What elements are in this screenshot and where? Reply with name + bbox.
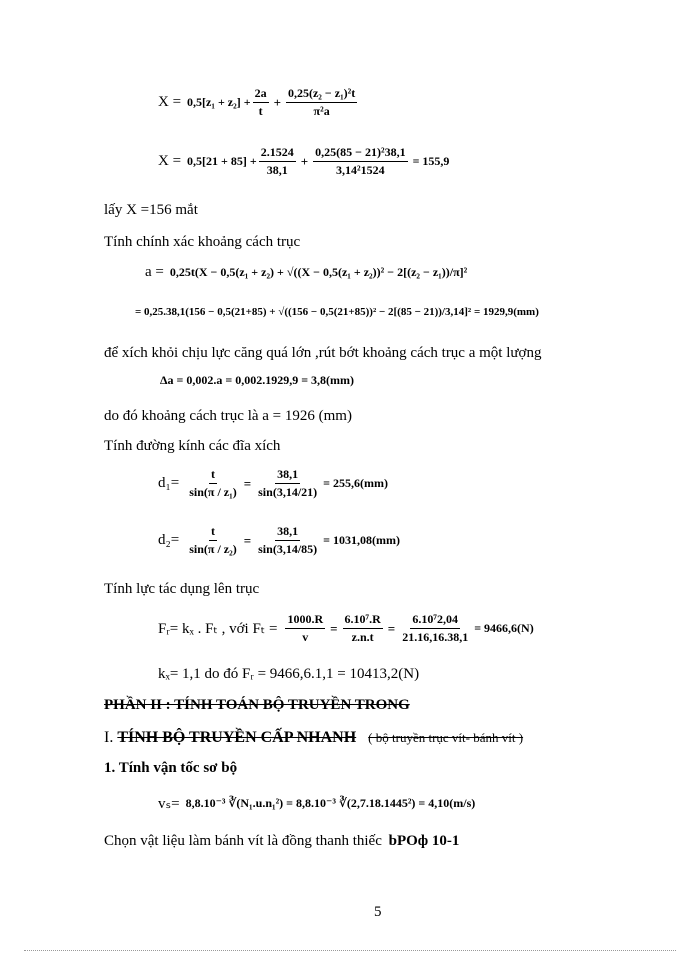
operator: = — [330, 620, 338, 636]
text-line: lấy X =156 mắt — [104, 202, 198, 218]
heading-prefix: I. — [104, 729, 118, 746]
denominator: z.n.t — [351, 630, 374, 644]
formula-lhs: a = — [145, 264, 164, 280]
formula-result: = 9466,6(N) — [474, 621, 534, 635]
formula-lhs: d₁= — [158, 475, 180, 491]
formula-term: 0,5[z₁ + z₂] + — [187, 95, 251, 109]
fraction — [253, 86, 269, 119]
formula-term: 0,25t(X − 0,5(z₁ + z₂) + √((X − 0,5(z₁ + z₂))² − 2[(z₂ − z₁))/π]² — [169, 265, 468, 279]
formula-lhs: Fᵣ= kₓ . Fₜ , với Fₜ = — [158, 621, 278, 637]
text-line: để xích khỏi chịu lực căng quá lớn ,rút bớt khoảng cách trục a một lượng — [104, 345, 542, 361]
formula-result: = 255,6(mm) — [323, 476, 388, 490]
numerator: 38,1 — [275, 467, 300, 484]
section-heading-part2: PHẦN II : TÍNH TOÁN BỘ TRUYỀN TRONG — [104, 697, 410, 713]
text-line-material — [104, 832, 459, 850]
formula-result: = 1031,08(mm) — [323, 533, 400, 547]
fraction — [259, 145, 296, 178]
operator: = — [243, 475, 252, 491]
denominator: π²a — [313, 104, 330, 118]
denominator: t — [258, 104, 263, 118]
heading-subtitle: ( bộ truyền trục vít- bánh vít ) — [368, 730, 524, 745]
text-line: do đó khoảng cách trục là a = 1926 (mm) — [104, 408, 352, 424]
fraction — [187, 467, 239, 500]
formula-a-symbolic — [145, 264, 467, 281]
formula-term: 0,5[21 + 85] + — [187, 154, 257, 168]
numerator: 2.1524 — [259, 145, 296, 162]
subsection-heading: 1. Tính vận tốc sơ bộ — [104, 760, 238, 776]
numerator: 38,1 — [275, 524, 300, 541]
formula-term: Δa = 0,002.a = 0,002.1929,9 = 3,8(mm) — [160, 373, 355, 387]
formula-x-symbolic — [158, 86, 359, 119]
text-line: Tính lực tác dụng lên trục — [104, 581, 260, 597]
formula-lhs: X = — [158, 94, 182, 110]
fraction — [313, 145, 407, 178]
formula-d1 — [158, 467, 388, 500]
numerator: 6.10⁷.R — [343, 612, 383, 629]
formula-result: = 155,9 — [412, 154, 450, 168]
denominator: sin(π / z₂) — [189, 542, 237, 556]
fraction — [343, 612, 383, 645]
numerator: 0,25(z₂ − z₁)²t — [286, 86, 357, 103]
formula-term: 8,8.10⁻³ ∛(N₁.u.n₁²) = 8,8.10⁻³ ∛(2,7.18.1445²) = 4,10(m/s) — [185, 796, 476, 810]
formula-lhs: vₛ= — [158, 796, 180, 812]
fraction — [256, 524, 319, 557]
operator: = — [387, 620, 396, 636]
denominator: 3,14²1524 — [336, 163, 385, 177]
numerator: 2a — [253, 86, 269, 103]
denominator: sin(3,14/21) — [258, 485, 318, 499]
denominator: 38,1 — [266, 163, 288, 177]
section-heading-1 — [104, 728, 523, 747]
operator: + — [300, 153, 309, 169]
material-text: Chọn vật liệu làm bánh vít là đồng thanh thiếc — [104, 833, 382, 849]
formula-term: = 0,25.38,1(156 − 0,5(21+85) + √((156 − 0,5(21+85))² − 2[(85 − 21))/3,14]² = 1929,9(mm) — [135, 306, 539, 318]
formula-lhs: d₂= — [158, 532, 180, 548]
material-code: bPOф 10-1 — [388, 833, 460, 849]
denominator: 21.16,16.38,1 — [402, 630, 469, 644]
formula-fr — [158, 612, 534, 645]
numerator: t — [209, 524, 217, 541]
text-line: Tính chính xác khoảng cách trục — [104, 234, 301, 250]
formula-lhs: X = — [158, 153, 182, 169]
text-line: kₓ= 1,1 do đó Fᵣ = 9466,6.1,1 = 10413,2(N) — [158, 666, 420, 682]
fraction — [400, 612, 470, 645]
page-bottom-border — [24, 950, 676, 951]
fraction — [285, 612, 325, 645]
formula-delta-a — [160, 373, 354, 388]
fraction — [187, 524, 239, 557]
denominator: v — [302, 630, 309, 644]
numerator: 1000.R — [285, 612, 325, 629]
formula-a-numeric — [135, 306, 539, 318]
numerator: t — [209, 467, 217, 484]
heading-title: TÍNH BỘ TRUYỀN CẤP NHANH — [117, 729, 357, 746]
text-line: Tính đường kính các đĩa xích — [104, 438, 281, 454]
numerator: 0,25(85 − 21)²38,1 — [313, 145, 407, 162]
operator: + — [273, 94, 281, 110]
formula-x-numeric — [158, 145, 449, 178]
operator: = — [243, 532, 252, 548]
fraction — [286, 86, 357, 119]
formula-d2 — [158, 524, 400, 557]
numerator: 6.10⁷2,04 — [410, 612, 460, 629]
fraction — [256, 467, 319, 500]
denominator: sin(3,14/85) — [258, 542, 318, 556]
denominator: sin(π / z₁) — [189, 485, 237, 499]
formula-vs — [158, 794, 475, 813]
page-number: 5 — [374, 904, 382, 920]
